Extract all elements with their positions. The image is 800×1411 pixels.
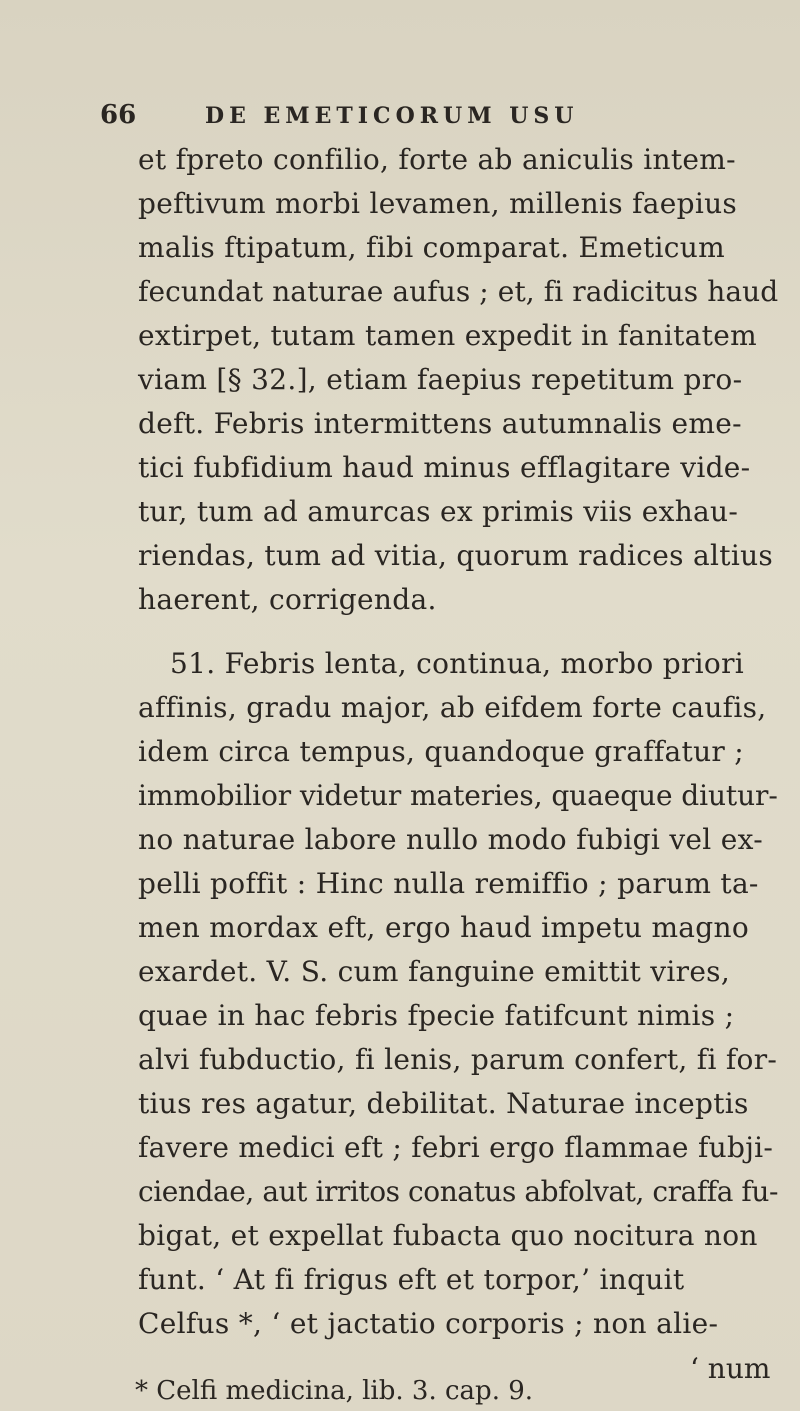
- text-line: peftivum morbi levamen, millenis faepius: [138, 187, 738, 220]
- text-line: extirpet, tutam tamen expedit in fanitatem: [138, 319, 757, 352]
- text-line: alvi fubductio, fi lenis, parum confert, fi for-: [138, 1043, 778, 1076]
- text-line: deft. Febris intermittens autumnalis eme-: [138, 407, 742, 440]
- text-line: idem circa tempus, quandoque graffatur ;: [138, 735, 745, 768]
- text-line: affinis, gradu major, ab eifdem forte caufis,: [138, 691, 767, 724]
- page-number: 66: [100, 100, 137, 130]
- running-title: DE EMETICORUM USU: [205, 103, 579, 129]
- text-line: tius res agatur, debilitat. Naturae inceptis: [138, 1087, 749, 1120]
- catchword: ‘ num: [690, 1352, 771, 1385]
- text-line: no naturae labore nullo modo fubigi vel ex-: [138, 823, 763, 856]
- text-line: bigat, et expellat fubacta quo nocitura non: [138, 1219, 758, 1252]
- text-line: tici fubfidium haud minus efflagitare vide-: [138, 451, 751, 484]
- text-line: men mordax eft, ergo haud impetu magno: [138, 911, 750, 944]
- text-line: pelli poffit : Hinc nulla remiffio ; parum ta-: [138, 867, 759, 900]
- text-line: funt. ‘ At fi frigus eft et torpor,’ inquit: [138, 1263, 685, 1296]
- text-line: haerent, corrigenda.: [138, 583, 437, 616]
- text-line: immobilior videtur materies, quaeque diutur-: [138, 779, 778, 812]
- text-line: et fpreto confilio, forte ab aniculis intem-: [138, 143, 736, 176]
- text-line: viam [§ 32.], etiam faepius repetitum pro-: [138, 363, 743, 396]
- text-line: riendas, tum ad vitia, quorum radices altius: [138, 539, 774, 572]
- text-line: ciendae, aut irritos conatus abfolvat, craffa fu-: [138, 1175, 778, 1208]
- text-line: fecundat naturae aufus ; et, fi radicitus haud: [138, 275, 779, 308]
- text-line: quae in hac febris fpecie fatifcunt nimis ;: [138, 999, 735, 1032]
- footnote: * Celfi medicina, lib. 3. cap. 9.: [135, 1376, 534, 1406]
- text-line: exardet. V. S. cum fanguine emittit vires,: [138, 955, 731, 988]
- text-line: Celfus *, ‘ et jactatio corporis ; non alie-: [138, 1307, 719, 1340]
- text-line: tur, tum ad amurcas ex primis viis exhau-: [138, 495, 739, 528]
- section-heading-line: 51. Febris lenta, continua, morbo priori: [170, 647, 745, 680]
- text-line: favere medici eft ; febri ergo flammae fubji-: [138, 1131, 774, 1164]
- text-line: malis ftipatum, fibi comparat. Emeticum: [138, 231, 725, 264]
